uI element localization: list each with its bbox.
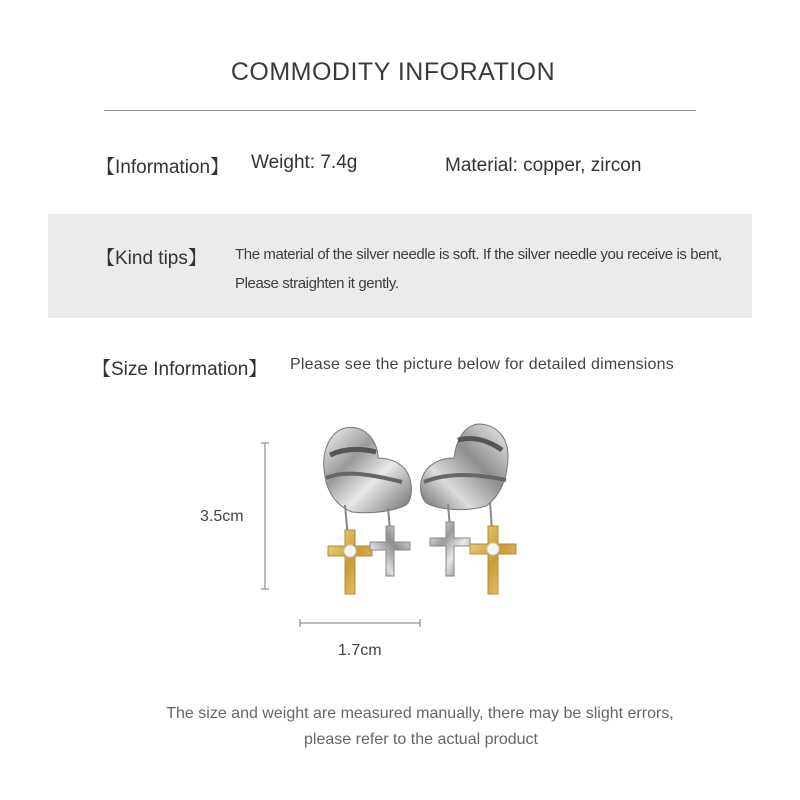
kind-tips-line-1: The material of the silver needle is soft. If the silver needle you receive is bent, xyxy=(235,246,722,263)
left-earring xyxy=(324,427,412,594)
width-dimension-line xyxy=(300,619,420,627)
material-value: Material: copper, zircon xyxy=(445,155,642,176)
height-dimension-line xyxy=(261,443,269,589)
right-earring xyxy=(421,424,517,594)
size-description: Please see the picture below for detailed dimensions xyxy=(290,356,674,373)
information-label: 【Information】 xyxy=(96,157,230,178)
kind-tips-line-2: Please straighten it gently. xyxy=(235,275,399,292)
height-dimension-label: 3.5cm xyxy=(200,508,244,525)
page-title: COMMODITY INFORATION xyxy=(230,58,556,86)
weight-value: Weight: 7.4g xyxy=(251,152,358,173)
disclaimer-line-1: The size and weight are measured manually, there may be slight errors, xyxy=(166,705,674,722)
disclaimer-line-2: please refer to the actual product xyxy=(304,731,538,748)
kind-tips-label: 【Kind tips】 xyxy=(96,248,207,269)
width-dimension-label: 1.7cm xyxy=(338,642,382,659)
size-information-label: 【Size Information】 xyxy=(92,359,268,380)
